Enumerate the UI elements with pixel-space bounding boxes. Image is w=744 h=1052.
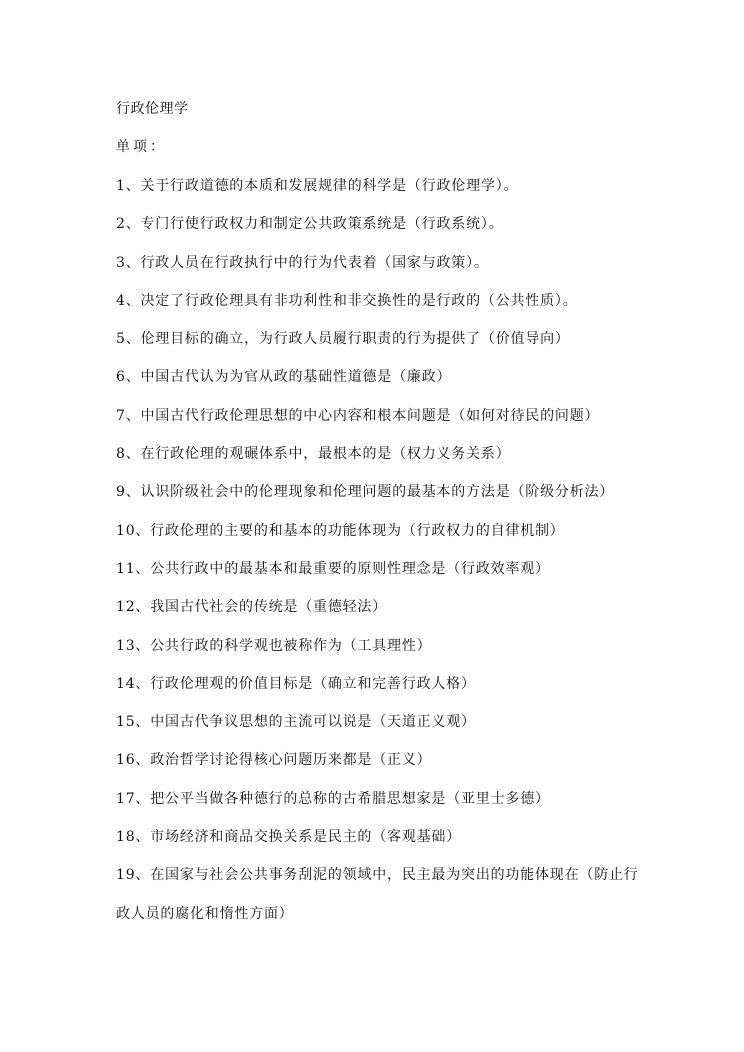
question-item: 17、把公平当做各种德行的总称的古希腊思想家是（亚里士多德） — [116, 790, 550, 807]
question-item: 3、行政人员在行政执行中的行为代表着（国家与政策）。 — [116, 254, 489, 271]
question-item: 2、专门行使行政权力和制定公共政策系统是（行政系统）。 — [116, 216, 504, 233]
question-item: 19、在国家与社会公共事务刮泥的领域中，民主最为突出的功能体现在（防止行政人员的腐化和惰性方面） — [116, 867, 639, 922]
question-item: 14、行政伦理观的价值目标是（确立和完善行政人格） — [116, 675, 476, 692]
question-item: 16、政治哲学讨论得核心问题历来都是（正义） — [116, 752, 432, 769]
question-item: 8、在行政伦理的观碾体系中，最根本的是（权力义务关系） — [116, 446, 511, 463]
question-item: 10、行政伦理的主要的和基本的功能体现为（行政权力的自律机制） — [116, 522, 565, 539]
question-item: 6、中国古代认为为官从政的基础性道德是（廉政） — [116, 369, 452, 386]
document-title: 行政伦理学 — [116, 101, 189, 117]
question-item: 5、伦理目标的确立，为行政人员履行职责的行为提供了（价值导向） — [116, 331, 570, 348]
question-item: 9、认识阶级社会中的伦理现象和伦理问题的最基本的方法是（阶级分析法） — [116, 484, 615, 501]
question-item: 4、决定了行政伦理具有非功利性和非交换性的是行政的（公共性质）。 — [116, 292, 578, 309]
question-item: 7、中国古代行政伦理思想的中心内容和根本问题是（如何对待民的问题） — [116, 407, 600, 424]
question-item: 12、我国古代社会的传统是（重德轻法） — [116, 599, 388, 616]
question-item: 11、公共行政中的最基本和最重要的原则性理念是（行政效率观） — [116, 560, 550, 577]
question-item: 18、市场经济和商品交换关系是民主的（客观基础） — [116, 829, 462, 846]
question-item: 15、中国古代争议思想的主流可以说是（天道正义观） — [116, 714, 476, 731]
question-list — [116, 176, 646, 951]
question-item: 1、关于行政道德的本质和发展规律的科学是（行政伦理学）。 — [116, 178, 519, 194]
section-label: 单项： — [116, 139, 167, 155]
question-item: 13、公共行政的科学观也被称作为（工具理性） — [116, 637, 432, 654]
